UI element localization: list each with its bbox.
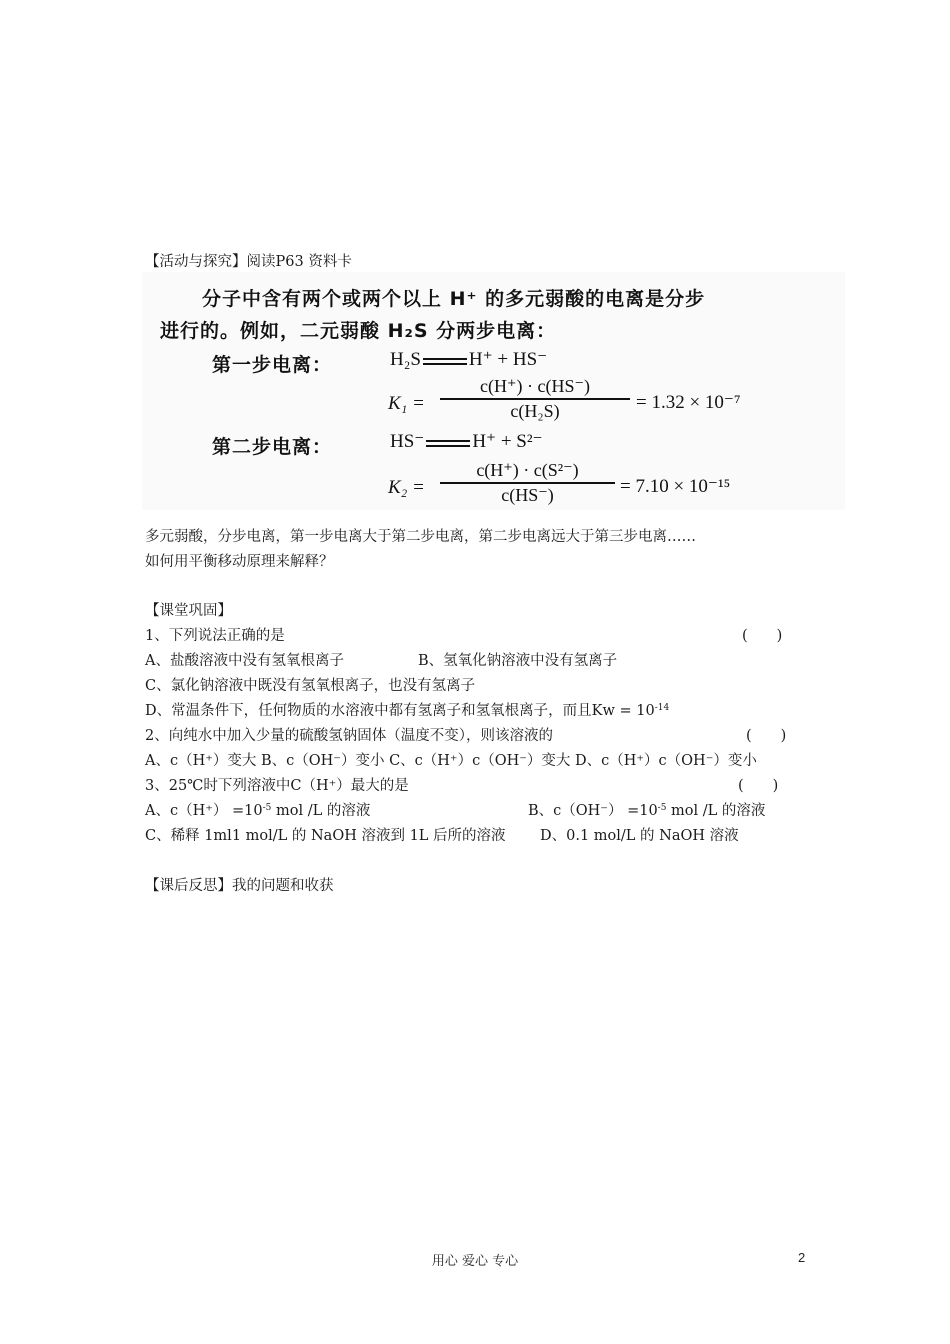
q1-option-d-exponent: -14 — [654, 703, 670, 713]
equilibrium-arrow-icon — [426, 438, 470, 448]
q1-option-d — [145, 701, 669, 721]
k1-label: K₁ = — [388, 393, 425, 414]
q1-stem: 1、下列说法正确的是 — [145, 628, 285, 644]
k1-value: = 1.32 × 10⁻⁷ — [636, 392, 741, 413]
equilibrium-arrow-icon — [423, 356, 467, 366]
q1-answer-blank: ( ) — [742, 628, 783, 644]
q3-option-a-text: A、c（H⁺） =10 — [145, 803, 263, 819]
k2-numerator: c(H⁺) · c(S²⁻) — [440, 460, 615, 484]
q3-stem: 3、25℃时下列溶液中C（H⁺）最大的是 — [145, 778, 409, 794]
step1-equation — [390, 348, 547, 371]
q3-option-b-text: B、c（OH⁻） =10 — [528, 803, 658, 819]
q2-answer-blank: ( ) — [746, 728, 787, 744]
q3-option-b — [528, 801, 765, 821]
k2-fraction — [440, 460, 615, 506]
step2-right: H⁺ + S²⁻ — [472, 431, 543, 452]
q3-option-c: C、稀释 1ml1 mol/L 的 NaOH 溶液到 1L 后所的溶液 — [145, 828, 506, 844]
k1-denominator: c(H₂S) — [510, 401, 560, 421]
q3-answer-blank: ( ) — [738, 778, 779, 794]
footer-slogan: 用心 爱心 专心 — [431, 1254, 519, 1269]
q1-option-d-text: D、常温条件下，任何物质的水溶液中都有氢离子和氢氧根离子，而且Kw = 10 — [145, 703, 655, 719]
q1-option-c: C、氯化钠溶液中既没有氢氧根离子，也没有氢离子 — [145, 678, 476, 694]
section-heading-activity: 【活动与探究】阅读P63 资料卡 — [145, 254, 352, 270]
step1-left: H₂S — [390, 349, 421, 370]
step2-label: 第二步电离： — [212, 436, 333, 458]
paragraph-polyprotic: 多元弱酸，分步电离，第一步电离大于第二步电离，第二步电离远大于第三步电离…… — [145, 529, 696, 545]
q3-option-a-unit: mol /L 的溶液 — [271, 803, 371, 819]
q3-option-a-exponent: -5 — [262, 803, 272, 813]
k2-label: K₂ = — [388, 477, 425, 498]
section-heading-practice: 【课堂巩固】 — [145, 603, 232, 619]
k2-denominator: c(HS⁻) — [501, 485, 554, 505]
q3-option-b-unit: mol /L 的溶液 — [666, 803, 766, 819]
q1-option-b: B、氢氧化钠溶液中没有氢离子 — [418, 653, 618, 669]
q3-option-a — [145, 801, 370, 821]
q2-stem: 2、向纯水中加入少量的硫酸氢钠固体（温度不变），则该溶液的 — [145, 728, 553, 744]
k2-value: = 7.10 × 10⁻¹⁵ — [620, 476, 731, 497]
scan-line-2: 进行的。例如，二元弱酸 H₂S 分两步电离： — [160, 320, 557, 342]
q3-option-d: D、0.1 mol/L 的 NaOH 溶液 — [540, 828, 739, 844]
step1-label: 第一步电离： — [212, 354, 333, 376]
k1-fraction — [440, 376, 630, 422]
step1-right: H⁺ + HS⁻ — [468, 349, 548, 370]
scanned-textbook-excerpt — [142, 272, 845, 510]
step2-equation — [390, 430, 543, 453]
k1-numerator: c(H⁺) · c(HS⁻) — [440, 376, 630, 400]
q2-options: A、c（H⁺）变大 B、c（OH⁻）变小 C、c（H⁺）c（OH⁻）变大 D、c（H⁺）c（OH⁻）变小 — [145, 753, 757, 769]
q3-option-b-exponent: -5 — [657, 803, 667, 813]
q1-option-a: A、盐酸溶液中没有氢氧根离子 — [145, 653, 344, 669]
page-number: 2 — [798, 1250, 806, 1265]
scan-line-1: 分子中含有两个或两个以上 H⁺ 的多元弱酸的电离是分步 — [202, 288, 706, 310]
section-heading-reflection: 【课后反思】我的问题和收获 — [145, 878, 334, 894]
step2-left: HS⁻ — [390, 431, 425, 452]
paragraph-question: 如何用平衡移动原理来解释？ — [145, 554, 334, 570]
